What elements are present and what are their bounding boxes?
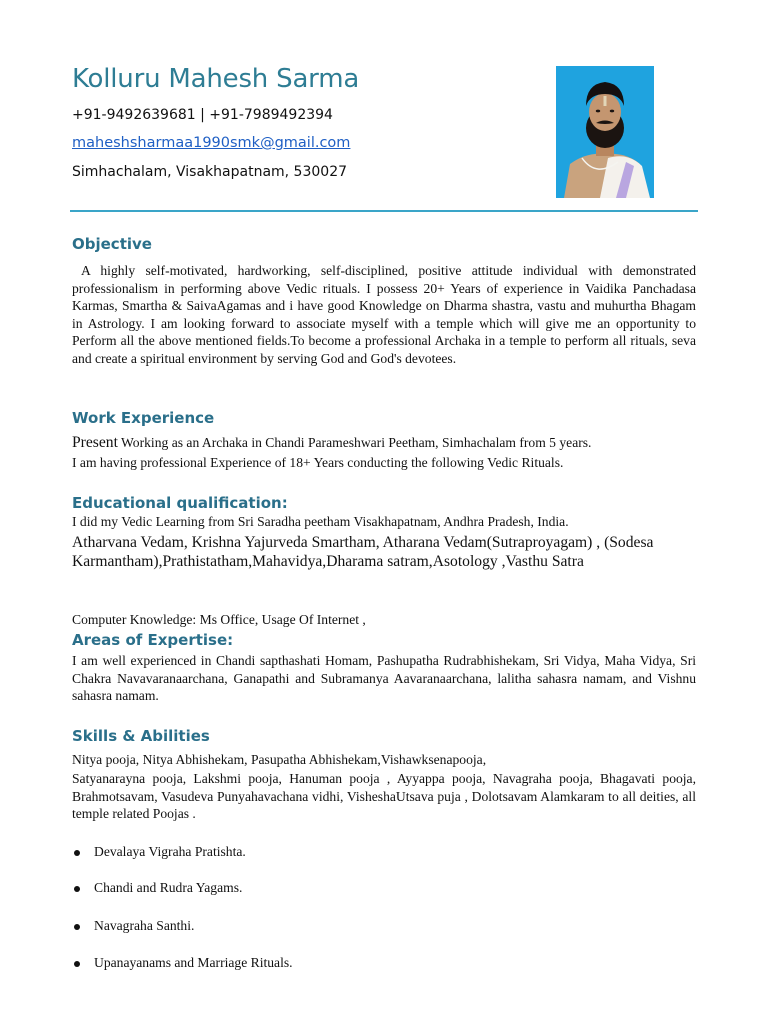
work-present-label: Present	[72, 434, 118, 451]
bullet-icon	[74, 850, 80, 856]
expertise-text: I am well experienced in Chandi sapthashati Homam, Pashupatha Rudrabhishekam, Sri Vidya, Maha Vidya, Sri Chakra Navavaranaarchana, Ganapathi and Subramanya Aavaranaarchana, lalitha sahasra namam, and Vishnu sahasra namam.	[72, 653, 696, 704]
objective-text: A highly self-motivated, hardworking, self-disciplined, positive attitude individual with demonstrated professionalism in performing above Vedic rituals. I possess 20+ Years of experience in Vaidika Panchadasa Karmas, Smartha & SaivaAgamas and i have good Knowledge on Dharma shastra, vastu and muhurtha Bhagam in Astrology. I am looking forward to associate myself with a temple which will give me an opportunity to Perform all the above mentioned fields.To become a professional Archaka in a temple to perform all rituals, seva and create a spiritual environment by serving God and God's devotees.	[72, 263, 696, 366]
list-item	[94, 880, 242, 896]
computer-knowledge: Computer Knowledge: Ms Office, Usage Of Internet ,	[72, 612, 366, 627]
list-item	[94, 955, 293, 971]
bullet-text: Devalaya Vigraha Pratishta.	[94, 844, 246, 859]
address: Simhachalam, Visakhapatnam, 530027	[72, 164, 348, 180]
list-item	[94, 918, 194, 934]
education-subjects: Atharvana Vedam, Krishna Yajurveda Smartham, Atharana Vedam(Sutraproyagam) , (Sodesa Karmantham),Prathistatham,Mahavidya,Dharama satram,Asotology ,Vasthu Satra	[72, 534, 654, 570]
bullet-text: Navagraha Santhi.	[94, 918, 195, 933]
education-line: I did my Vedic Learning from Sri Saradha peetham Visakhapatnam, Andhra Pradesh, India.	[72, 514, 569, 529]
work-experience-heading: Work Experience	[72, 409, 215, 427]
list-item	[94, 844, 246, 860]
bullet-icon	[74, 961, 80, 967]
skills-text: Satyanarayna pooja, Lakshmi pooja, Hanuman pooja , Ayyappa pooja, Navagraha pooja, Bhagavati pooja, Brahmotsavam, Vasudeva Punyahavachana vidhi, VisheshaUtsava puja , Dolotsavam Alamkaram to all deities, all temple related Poojas .	[72, 771, 696, 822]
profile-photo	[556, 66, 654, 198]
skills-heading: Skills & Abilities	[72, 727, 210, 745]
candidate-name: Kolluru Mahesh Sarma	[72, 64, 360, 94]
bullet-text: Chandi and Rudra Yagams.	[94, 880, 243, 895]
education-heading: Educational qualification:	[72, 494, 288, 512]
work-experience-line: I am having professional Experience of 18+ Years conducting the following Vedic Rituals.	[72, 455, 564, 470]
bullet-icon	[74, 886, 80, 892]
bullet-text: Upanayanams and Marriage Rituals.	[94, 955, 293, 970]
work-present-line	[72, 434, 591, 452]
objective-heading: Objective	[72, 235, 152, 253]
phone-numbers: +91-9492639681 | +91-7989492394	[72, 107, 333, 123]
expertise-heading: Areas of Expertise:	[72, 631, 234, 649]
skills-line: Nitya pooja, Nitya Abhishekam, Pasupatha Abhishekam,Vishawksenapooja,	[72, 752, 487, 767]
header-divider	[70, 210, 698, 212]
email-link[interactable]: maheshsharmaa1990smk@gmail.com	[72, 135, 351, 151]
work-present-text: Working as an Archaka in Chandi Parameshwari Peetham, Simhachalam from 5 years.	[117, 435, 592, 450]
bullet-icon	[74, 924, 80, 930]
